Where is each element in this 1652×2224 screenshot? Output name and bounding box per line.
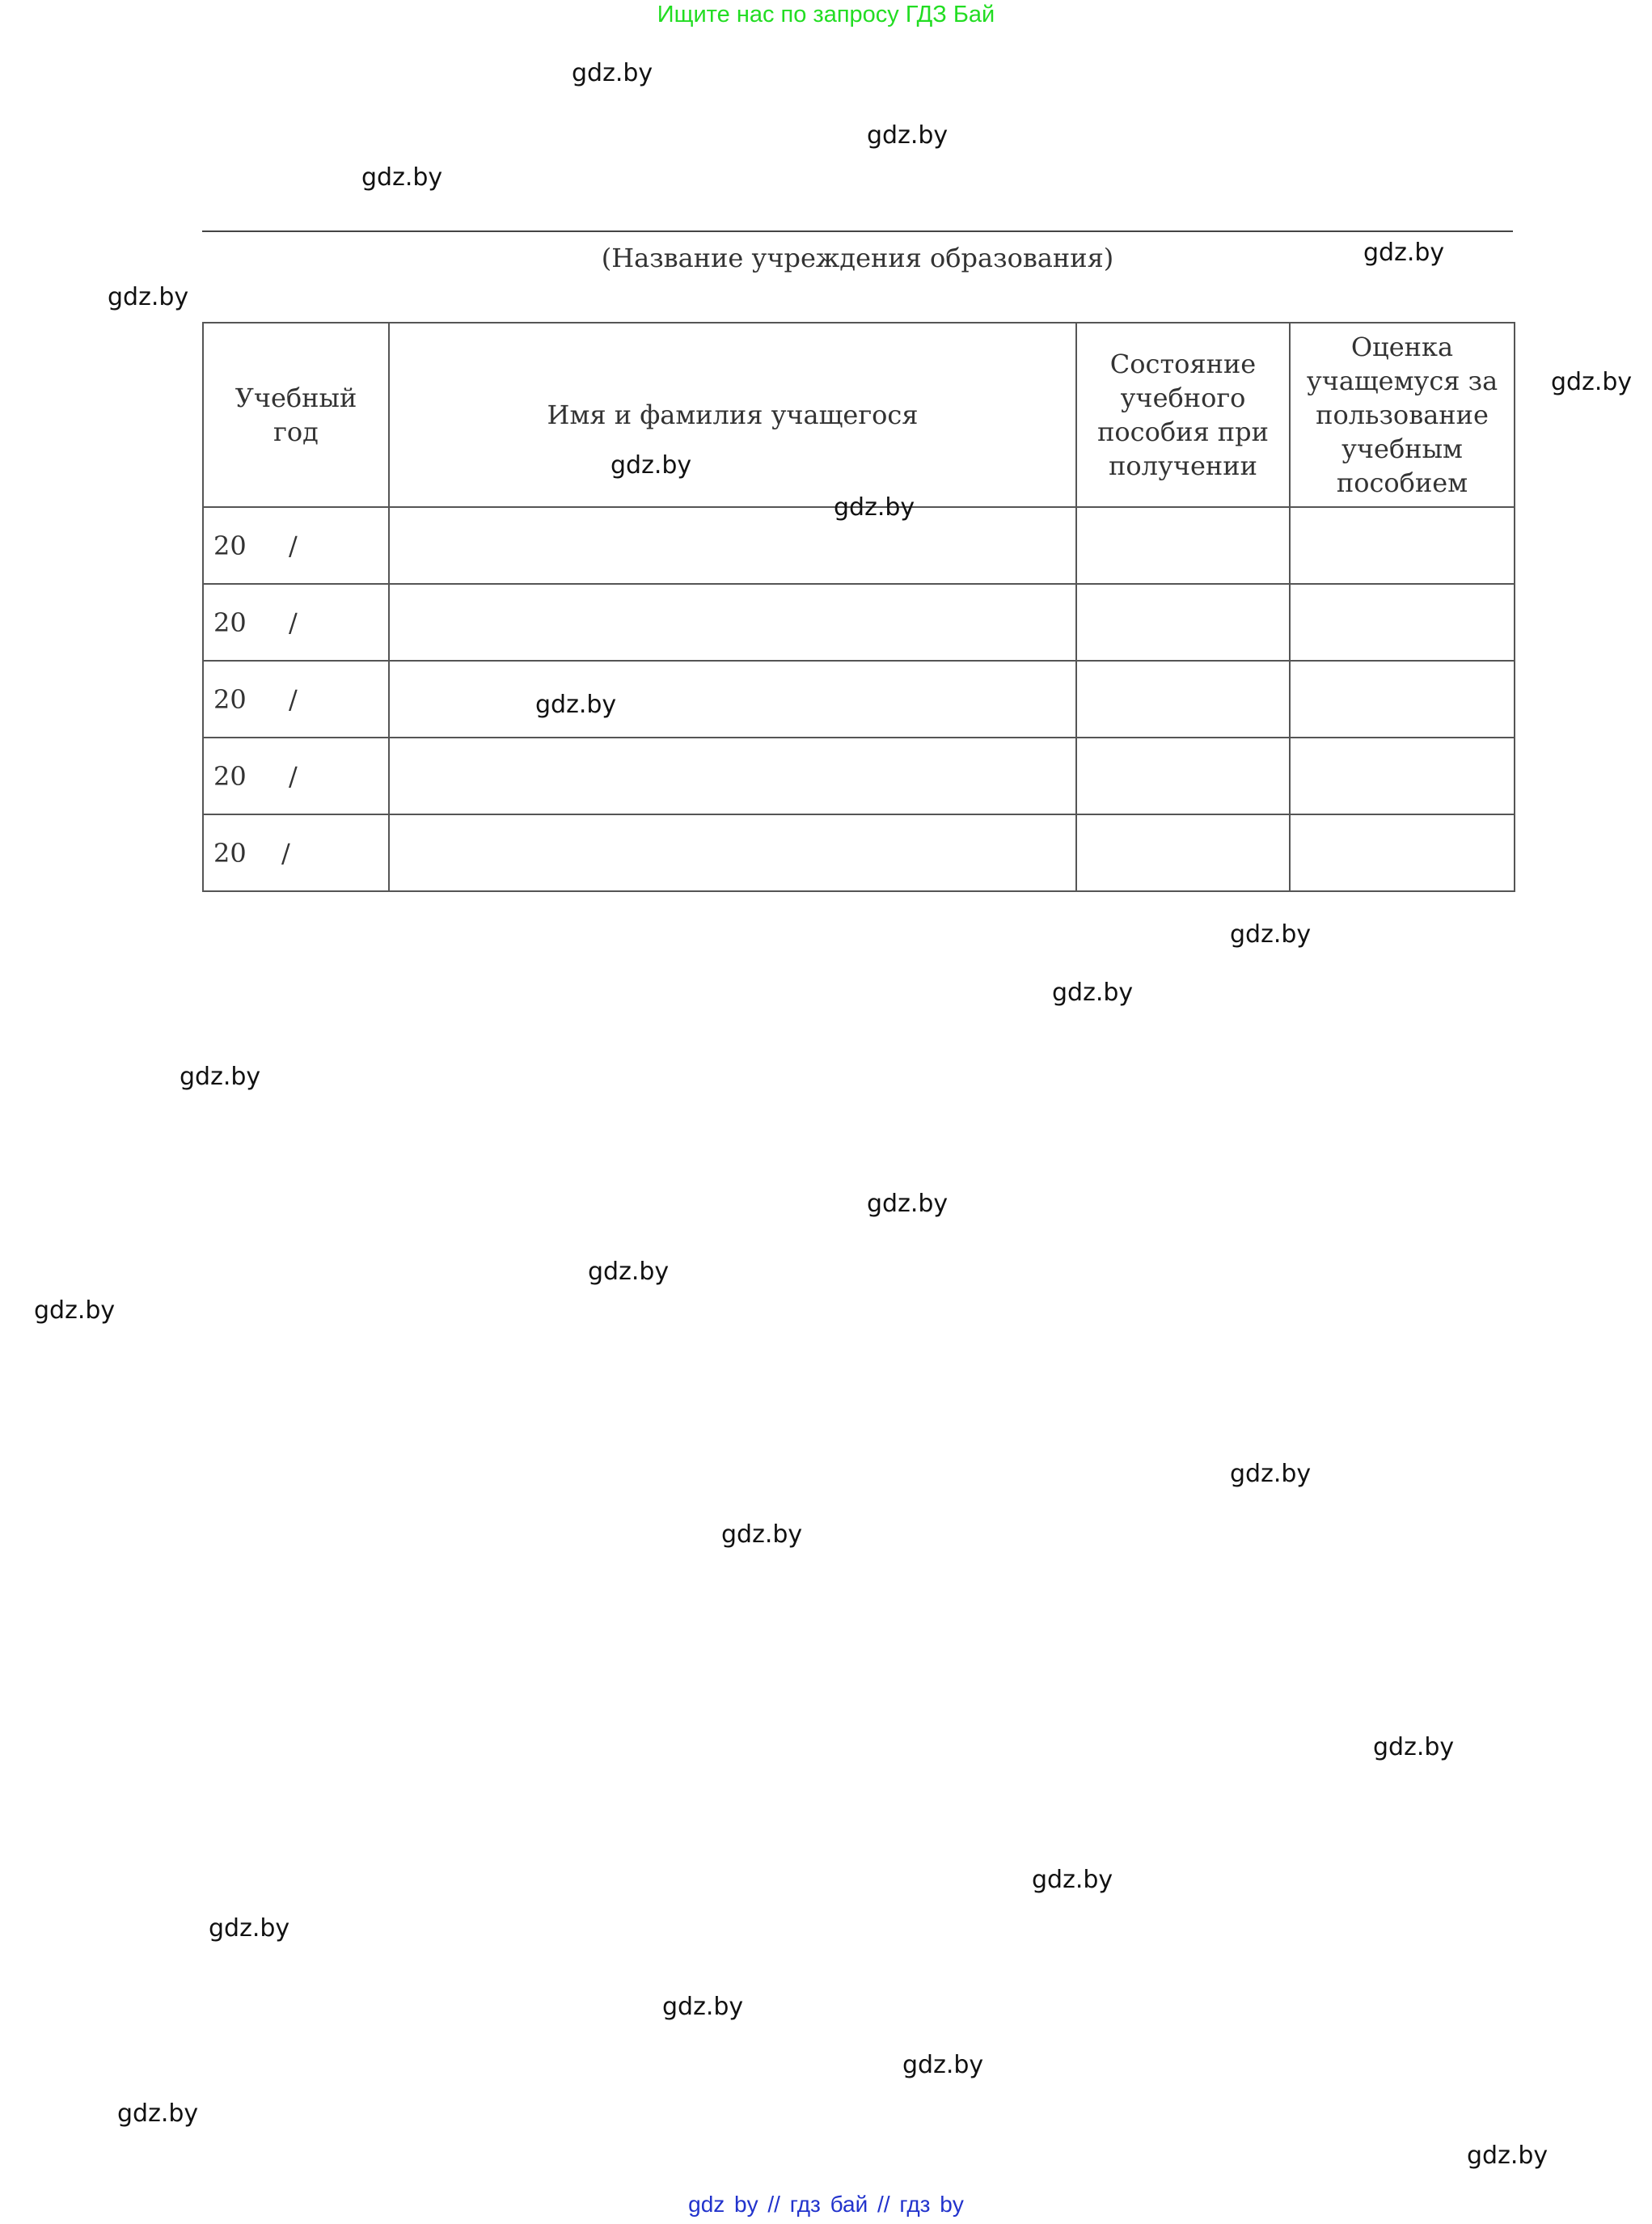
institution-caption: (Название учреждения образования) [601,243,1114,273]
watermark-text: gdz.by [1230,1460,1312,1488]
header-grade: Оценка учащемуся за пользование учебным пособием [1290,323,1515,507]
student-name-cell[interactable] [389,507,1076,584]
watermark-text: gdz.by [1052,979,1134,1007]
header-student-name: Имя и фамилия учащегося [389,323,1076,507]
grade-cell[interactable] [1290,738,1515,814]
year-separator: / [289,760,298,792]
table-header-row [203,323,1515,507]
condition-cell[interactable] [1076,584,1290,661]
year-separator: / [289,683,298,715]
condition-cell[interactable] [1076,507,1290,584]
year-separator: / [289,607,298,638]
watermark-text: gdz.by [902,2051,984,2079]
year-prefix: 20 [213,760,247,792]
watermark-text: gdz.by [867,1190,949,1218]
year-separator: / [281,837,290,869]
watermark-text: gdz.by [1363,239,1445,267]
year-prefix: 20 [213,837,247,869]
watermark-text: gdz.by [535,691,617,719]
table-row [203,661,1515,738]
year-cell[interactable] [203,814,389,891]
year-cell[interactable] [203,507,389,584]
watermark-text: gdz.by [209,1914,290,1943]
top-banner: Ищите нас по запросу ГДЗ Бай [657,2,995,27]
watermark-text: gdz.by [361,163,443,192]
institution-name-line [202,230,1513,232]
textbook-usage-table [202,322,1515,892]
table-row [203,584,1515,661]
year-prefix: 20 [213,683,247,715]
watermark-text: gdz.by [1373,1733,1455,1761]
year-cell[interactable] [203,584,389,661]
grade-cell[interactable] [1290,661,1515,738]
table-row [203,814,1515,891]
watermark-text: gdz.by [1230,920,1312,949]
watermark-text: gdz.by [867,121,949,150]
watermark-text: gdz.by [34,1296,116,1325]
watermark-text: gdz.by [572,59,653,87]
year-cell[interactable] [203,661,389,738]
grade-cell[interactable] [1290,814,1515,891]
watermark-text: gdz.by [1551,368,1633,396]
watermark-text: gdz.by [180,1063,261,1091]
table-row [203,738,1515,814]
watermark-text: gdz.by [117,2099,199,2128]
condition-cell[interactable] [1076,814,1290,891]
watermark-text: gdz.by [108,283,189,311]
watermark-text: gdz.by [662,1993,744,2021]
watermark-text: gdz.by [611,451,692,480]
watermark-text: gdz.by [1032,1866,1113,1894]
year-separator: / [289,530,298,561]
watermark-text: gdz.by [721,1520,803,1549]
student-name-cell[interactable] [389,738,1076,814]
watermark-text: gdz.by [834,493,915,522]
header-condition: Состояние учебного пособия при получении [1076,323,1290,507]
year-cell[interactable] [203,738,389,814]
header-school-year: Учебный год [203,323,389,507]
student-name-cell[interactable] [389,661,1076,738]
grade-cell[interactable] [1290,584,1515,661]
watermark-text: gdz.by [588,1258,670,1286]
student-name-cell[interactable] [389,584,1076,661]
year-prefix: 20 [213,607,247,638]
student-name-cell[interactable] [389,814,1076,891]
condition-cell[interactable] [1076,661,1290,738]
grade-cell[interactable] [1290,507,1515,584]
watermark-text: gdz.by [1467,2142,1548,2170]
condition-cell[interactable] [1076,738,1290,814]
year-prefix: 20 [213,530,247,561]
footer-links[interactable]: gdz by // гдз бай // гдз by [688,2192,964,2217]
